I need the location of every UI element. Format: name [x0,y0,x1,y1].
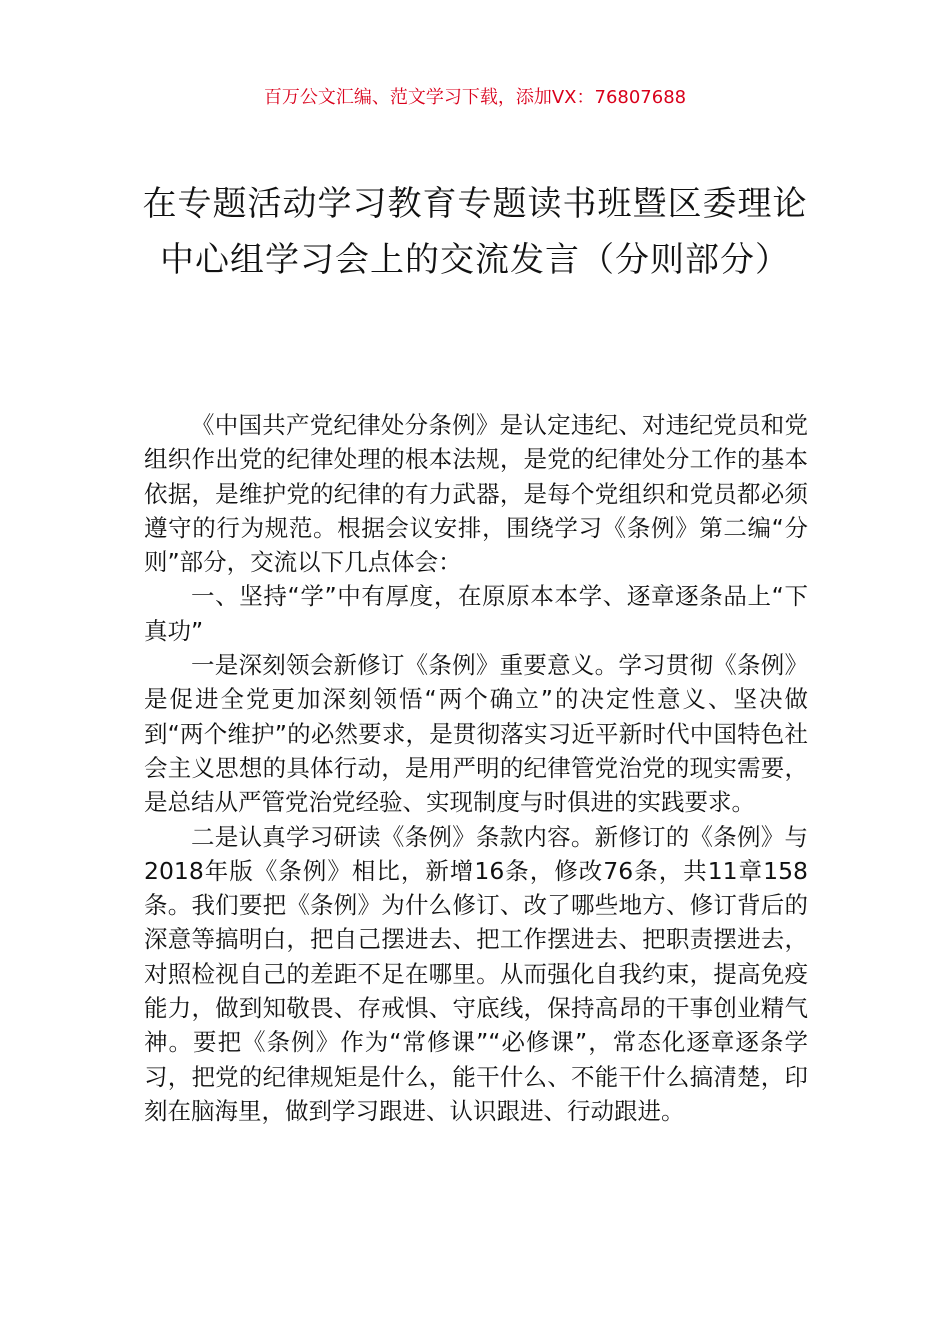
document-title: 在专题活动学习教育专题读书班暨区委理论中心组学习会上的交流发言（分则部分） [142,184,808,280]
paragraph-intro: 《中国共产党纪律处分条例》是认定违纪、对违纪党员和党组织作出党的纪律处理的根本法规，是党的纪律处分工作的基本依据，是维护党的纪律的有力武器，是每个党组织和党员都必须遵守的行为规范。根据会议安排，围绕学习《条例》第二编“分则”部分，交流以下几点体会： [144,411,808,577]
section-heading-1: 一、坚持“学”中有厚度，在原原本本学、逐章逐条品上“下真功” [144,582,808,645]
header-note: 百万公文汇编、范文学习下载，添加VX：76807688 [263,87,687,108]
paragraph-point-2: 二是认真学习研读《条例》条款内容。新修订的《条例》与2018年版《条例》相比，新增16条，修改76条，共11章158条。我们要把《条例》为什么修订、改了哪些地方、修订背后的深意等搞明白，把自己摆进去、把工作摆进去、把职责摆进去，对照检视自己的差距不足在哪里。从而强化自我约束，提高免疫能力，做到知敬畏、存戒惧、守底线，保持高昂的干事创业精气神。要把《条例》作为“常修课”“必修课”，常态化逐章逐条学习，把党的纪律规矩是什么，能干什么、不能干什么搞清楚，印刻在脑海里，做到学习跟进、认识跟进、行动跟进。 [144,822,808,1125]
paragraph-point-1: 一是深刻领会新修订《条例》重要意义。学习贯彻《条例》是促进全党更加深刻领悟“两个确立”的决定性意义、坚决做到“两个维护”的必然要求，是贯彻落实习近平新时代中国特色社会主义思想的具体行动，是用严明的纪律管党治党的现实需要，是总结从严管党治党经验、实现制度与时俱进的实践要求。 [144,651,808,817]
document-body [144,408,808,1128]
